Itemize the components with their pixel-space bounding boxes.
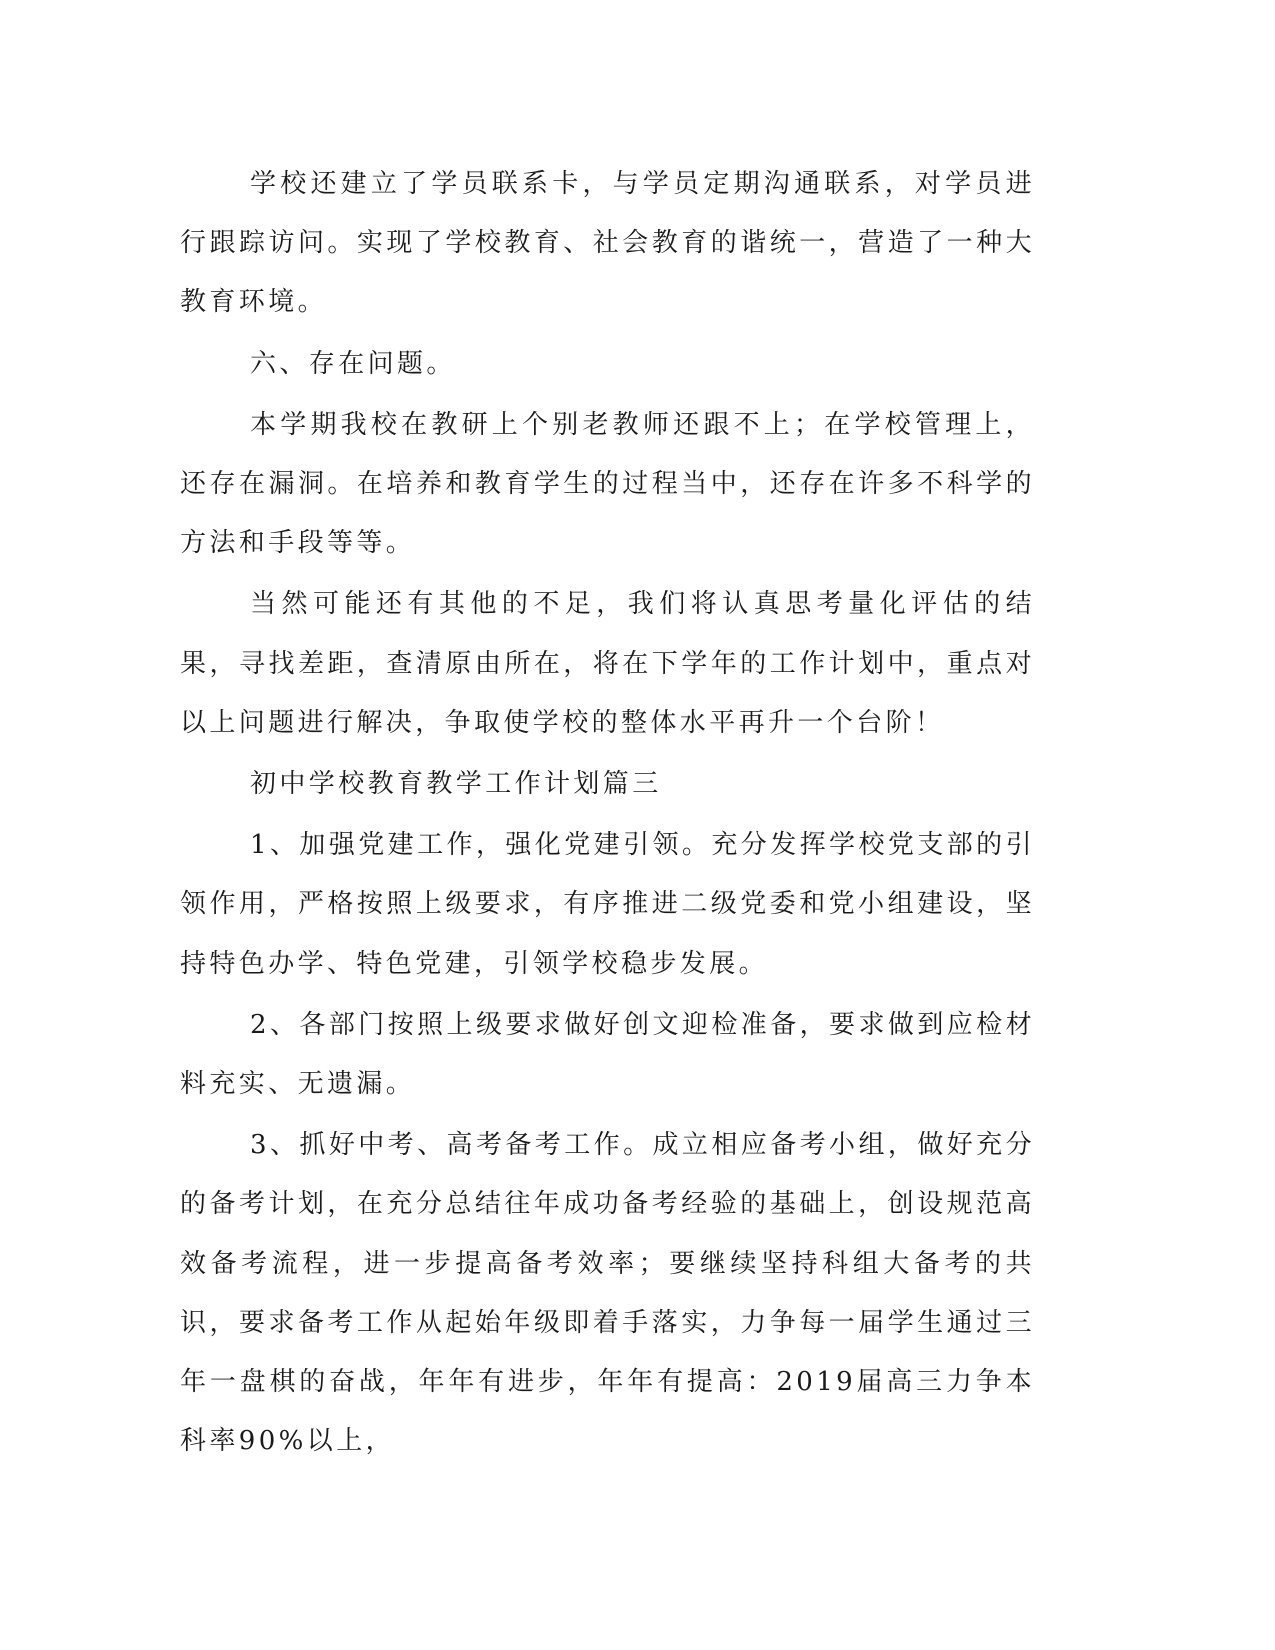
paragraph-item-3: 3、抓好中考、高考备考工作。成立相应备考小组，做好充分的备考计划，在充分总结往年成功备考经验的基础上，创设规范高效备考流程，进一步提高备考效率；要继续坚持科组大备考的共识，要求备考工作从起始年级即着手落实，力争每一届学生通过三年一盘棋的奋战，年年有进步，年年有提高：2019届高三力争本科率90%以上， [180,1130,1035,1457]
section-heading-problems: 六、存在问题。 [250,348,456,379]
paragraph-shortcomings: 当然可能还有其他的不足，我们将认真思考量化评估的结果，寻找差距，查清原由所在，将在下学年的工作计划中，重点对以上问题进行解决，争取使学校的整体水平再升一个台阶！ [180,589,1035,738]
paragraph-item-1: 1、加强党建工作，强化党建引领。充分发挥学校党支部的引领作用，严格按照上级要求，有序推进二级党委和党小组建设，坚持特色办学、特色党建，引领学校稳步发展。 [180,830,1035,979]
paragraph-contact-card: 学校还建立了学员联系卡，与学员定期沟通联系，对学员进行跟踪访问。实现了学校教育、社会教育的谐统一，营造了一种大教育环境。 [180,169,1035,318]
paragraph-item-2: 2、各部门按照上级要求做好创文迎检准备，要求做到应检材料充实、无遗漏。 [180,1009,1035,1100]
document-body [180,155,1035,1473]
paragraph-problems: 本学期我校在教研上个别老教师还跟不上；在学校管理上，还存在漏洞。在培养和教育学生的过程当中，还存在许多不科学的方法和手段等等。 [180,409,1035,559]
section-heading-plan-three: 初中学校教育教学工作计划篇三 [250,769,662,800]
